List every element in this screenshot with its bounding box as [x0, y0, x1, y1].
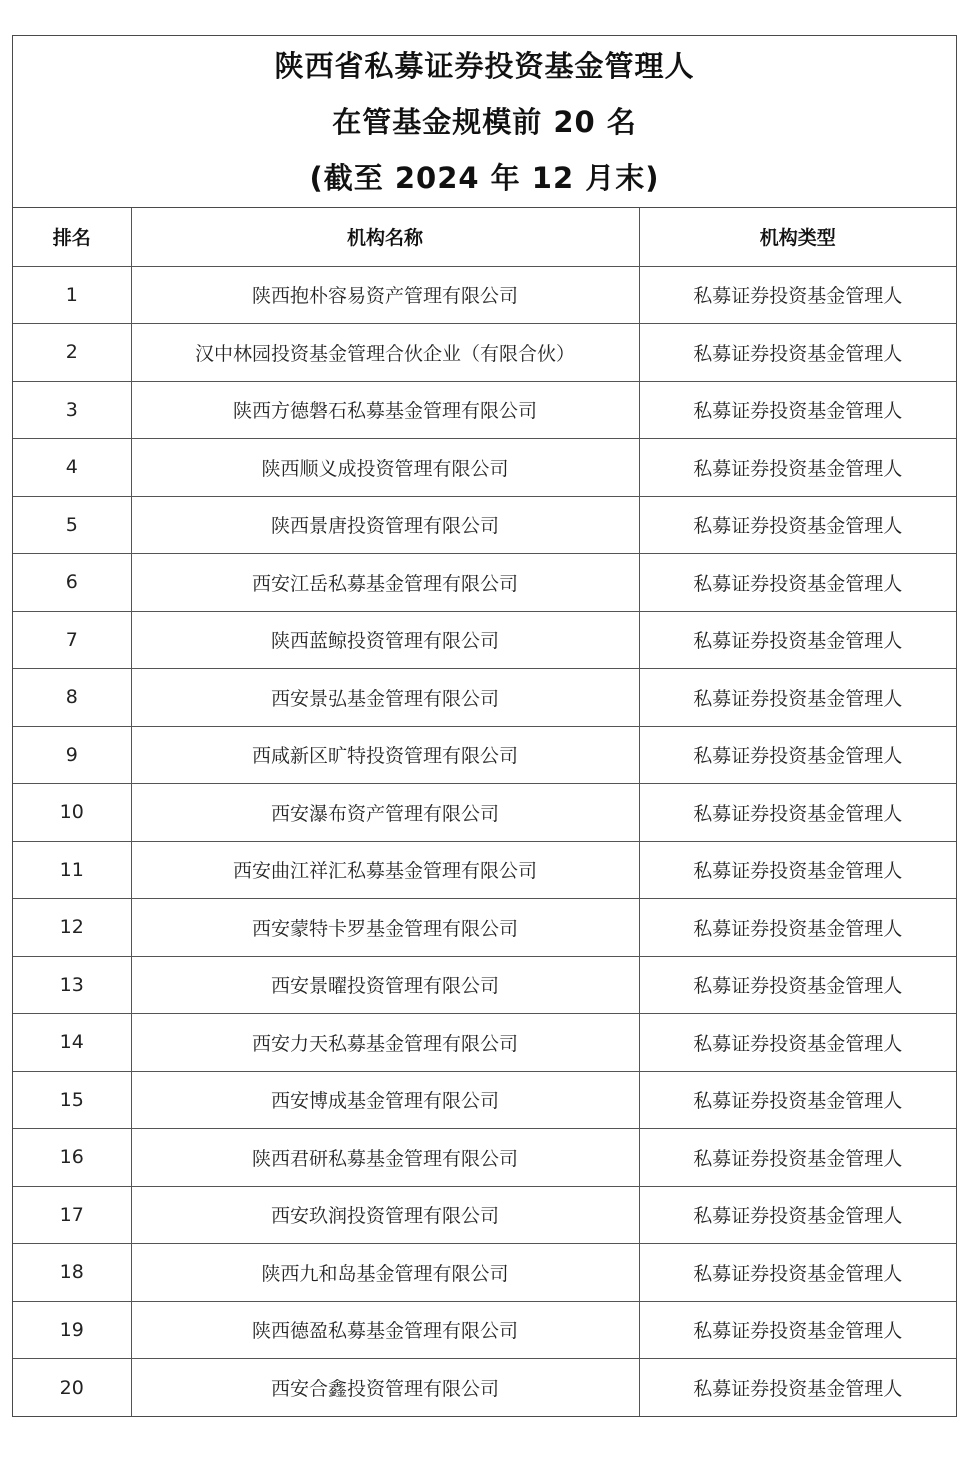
ranking-table-sheet: [12, 35, 957, 1417]
cell-rank: 5: [13, 496, 131, 554]
cell-type: 私募证券投资基金管理人: [639, 956, 956, 1014]
cell-name: 西安力天私募基金管理有限公司: [131, 1014, 639, 1072]
header-type: 机构类型: [639, 208, 956, 266]
cell-name: 陕西德盈私募基金管理有限公司: [131, 1301, 639, 1359]
ranking-table: [13, 208, 956, 1416]
header-rank: 排名: [13, 208, 131, 266]
cell-name: 西安博成基金管理有限公司: [131, 1071, 639, 1129]
cell-type: 私募证券投资基金管理人: [639, 1301, 956, 1359]
cell-type: 私募证券投资基金管理人: [639, 669, 956, 727]
table-row: [13, 899, 956, 957]
cell-rank: 19: [13, 1301, 131, 1359]
cell-rank: 6: [13, 554, 131, 612]
cell-type: 私募证券投资基金管理人: [639, 324, 956, 382]
cell-rank: 18: [13, 1244, 131, 1302]
cell-name: 汉中林园投资基金管理合伙企业（有限合伙）: [131, 324, 639, 382]
cell-type: 私募证券投资基金管理人: [639, 1129, 956, 1187]
cell-rank: 12: [13, 899, 131, 957]
cell-name: 西咸新区旷特投资管理有限公司: [131, 726, 639, 784]
cell-rank: 4: [13, 439, 131, 497]
table-row: [13, 1071, 956, 1129]
cell-rank: 7: [13, 611, 131, 669]
table-row: [13, 1014, 956, 1072]
cell-type: 私募证券投资基金管理人: [639, 439, 956, 497]
header-name: 机构名称: [131, 208, 639, 266]
table-row: [13, 841, 956, 899]
cell-name: 陕西景唐投资管理有限公司: [131, 496, 639, 554]
table-row: [13, 726, 956, 784]
table-row: [13, 496, 956, 554]
table-row: [13, 554, 956, 612]
cell-type: 私募证券投资基金管理人: [639, 1244, 956, 1302]
table-row: [13, 439, 956, 497]
table-row: [13, 1129, 956, 1187]
cell-rank: 17: [13, 1186, 131, 1244]
cell-type: 私募证券投资基金管理人: [639, 784, 956, 842]
cell-rank: 14: [13, 1014, 131, 1072]
table-row: [13, 611, 956, 669]
table-row: [13, 1301, 956, 1359]
cell-rank: 13: [13, 956, 131, 1014]
cell-rank: 3: [13, 381, 131, 439]
cell-name: 西安江岳私募基金管理有限公司: [131, 554, 639, 612]
cell-type: 私募证券投资基金管理人: [639, 381, 956, 439]
cell-name: 陕西抱朴容易资产管理有限公司: [131, 266, 639, 324]
table-row: [13, 956, 956, 1014]
cell-type: 私募证券投资基金管理人: [693, 1378, 903, 1400]
cell-rank: 10: [13, 784, 131, 842]
table-title-block: [13, 36, 956, 208]
cell-rank: 11: [13, 841, 131, 899]
title-line-3: (截至 2024 年 12 月末): [309, 160, 660, 195]
cell-name: 陕西蓝鲸投资管理有限公司: [131, 611, 639, 669]
cell-name: 陕西九和岛基金管理有限公司: [131, 1244, 639, 1302]
table-row: [13, 669, 956, 727]
cell-type: 私募证券投资基金管理人: [639, 1186, 956, 1244]
cell-name: 西安玖润投资管理有限公司: [131, 1186, 639, 1244]
cell-rank: 20: [13, 1359, 131, 1417]
cell-type: 私募证券投资基金管理人: [639, 841, 956, 899]
table-row: [13, 784, 956, 842]
cell-name: 西安景弘基金管理有限公司: [131, 669, 639, 727]
cell-rank: 16: [13, 1129, 131, 1187]
cell-type: 私募证券投资基金管理人: [639, 726, 956, 784]
cell-type: 私募证券投资基金管理人: [639, 611, 956, 669]
cell-name: 西安景曜投资管理有限公司: [131, 956, 639, 1014]
cell-name: 陕西君研私募基金管理有限公司: [131, 1129, 639, 1187]
title-line-2: 在管基金规模前 20 名: [332, 104, 637, 139]
table-row: [13, 1186, 956, 1244]
cell-rank: 2: [13, 324, 131, 382]
cell-name: 西安曲江祥汇私募基金管理有限公司: [131, 841, 639, 899]
cell-name: 西安瀑布资产管理有限公司: [131, 784, 639, 842]
title-line-1: 陕西省私募证券投资基金管理人: [274, 48, 695, 83]
cell-type: 私募证券投资基金管理人: [639, 266, 956, 324]
cell-rank: 15: [13, 1071, 131, 1129]
header-row: [13, 208, 956, 266]
table-row: [13, 324, 956, 382]
cell-rank: 9: [13, 726, 131, 784]
cell-type: 私募证券投资基金管理人: [639, 554, 956, 612]
cell-type: 私募证券投资基金管理人: [639, 496, 956, 554]
cell-name: 陕西方德磐石私募基金管理有限公司: [131, 381, 639, 439]
cell-type: 私募证券投资基金管理人: [639, 1014, 956, 1072]
cell-name: 西安合鑫投资管理有限公司: [131, 1359, 639, 1417]
cell-type: 私募证券投资基金管理人: [639, 1071, 956, 1129]
cell-type: 私募证券投资基金管理人: [639, 899, 956, 957]
cell-rank: 8: [13, 669, 131, 727]
table-row: [13, 1359, 956, 1417]
cell-name: 陕西顺义成投资管理有限公司: [131, 439, 639, 497]
table-row: [13, 266, 956, 324]
table-body: [13, 266, 956, 1416]
table-row: [13, 1244, 956, 1302]
table-row: [13, 381, 956, 439]
cell-name: 西安蒙特卡罗基金管理有限公司: [131, 899, 639, 957]
cell-rank: 1: [13, 266, 131, 324]
